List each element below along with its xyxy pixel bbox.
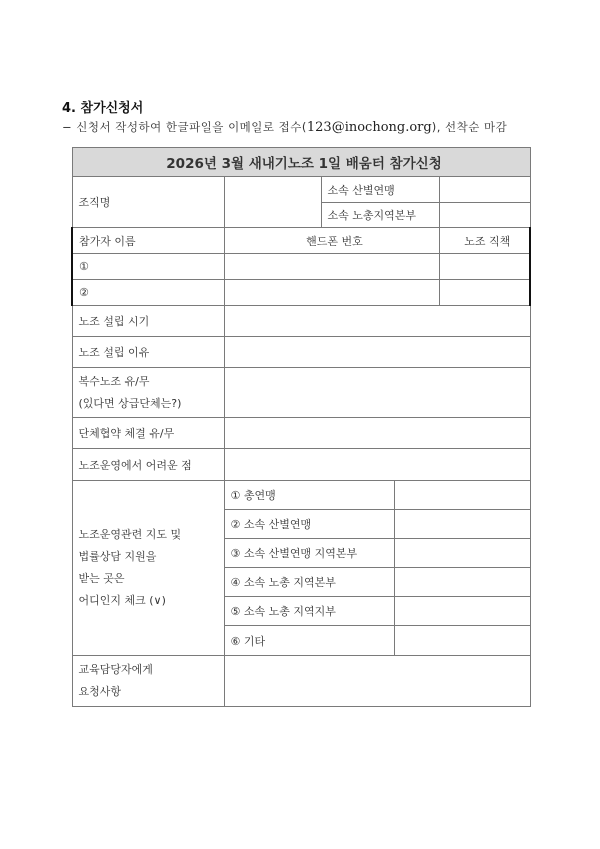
support-option-5-check[interactable]	[394, 597, 530, 626]
participant-marker: ①	[79, 260, 89, 273]
collective-agreement-label: 단체협약 체결 유/무	[72, 418, 224, 449]
form-title: 2026년 3월 새내기노조 1일 배움터 참가신청	[72, 148, 530, 177]
requests-input[interactable]	[224, 656, 530, 707]
support-option-1-label: ① 총연맹	[224, 481, 394, 510]
label-line: 법률상담 지원을	[78, 550, 157, 563]
support-option-3-check[interactable]	[394, 539, 530, 568]
label-line: 받는 곳은	[78, 572, 125, 585]
phone-number-header: 핸드폰 번호	[224, 228, 439, 254]
org-name-input[interactable]	[224, 177, 321, 228]
participant-2-position-input[interactable]	[439, 280, 530, 306]
difficulties-input[interactable]	[224, 449, 530, 481]
label-line: (있다면 상급단체는?)	[78, 396, 182, 410]
support-option-6-label: ⑥ 기타	[224, 626, 394, 656]
notice-email: 123@inochong.org	[306, 120, 432, 135]
label-line: 복수노조 유/무	[78, 374, 150, 388]
founding-date-label: 노조 설립 시기	[72, 306, 224, 337]
section-title: 4. 참가신청서	[62, 101, 144, 116]
support-option-5-label: ⑤ 소속 노총 지역지부	[224, 597, 394, 626]
support-option-4-check[interactable]	[394, 568, 530, 597]
application-form-table	[71, 147, 531, 707]
notice-prefix: − 신청서 작성하여 한글파일을 이메일로 접수(	[62, 120, 307, 134]
union-position-header: 노조 직책	[439, 228, 530, 254]
affiliation-industrial-label: 소속 산별연맹	[321, 177, 439, 203]
founding-reason-label: 노조 설립 이유	[72, 337, 224, 368]
support-option-6-check[interactable]	[394, 626, 530, 656]
participant-name-header: 참가자 이름	[72, 228, 224, 254]
participant-1-phone-input[interactable]	[224, 254, 439, 280]
support-option-1-check[interactable]	[394, 481, 530, 510]
label-line: 노조운영관련 지도 및	[78, 528, 182, 541]
collective-agreement-input[interactable]	[224, 418, 530, 449]
affiliation-industrial-input[interactable]	[439, 177, 530, 203]
label-line: 요청사항	[78, 685, 122, 698]
label-line: 어디인지 체크 (∨)	[78, 594, 166, 607]
multiple-unions-input[interactable]	[224, 368, 530, 418]
notice-suffix: ), 선착순 마감	[431, 120, 508, 134]
support-source-label	[72, 481, 224, 656]
support-option-2-check[interactable]	[394, 510, 530, 539]
difficulties-label: 노조운영에서 어려운 점	[72, 449, 224, 481]
submission-notice	[62, 119, 507, 135]
participant-2-phone-input[interactable]	[224, 280, 439, 306]
support-option-4-label: ④ 소속 노총 지역본부	[224, 568, 394, 597]
requests-label	[72, 656, 224, 707]
participant-1-position-input[interactable]	[439, 254, 530, 280]
participant-marker: ②	[79, 286, 89, 299]
org-name-label: 조직명	[72, 177, 224, 228]
participant-1-name-input[interactable]	[72, 254, 224, 280]
participant-2-name-input[interactable]	[72, 280, 224, 306]
affiliation-regional-input[interactable]	[439, 203, 530, 228]
affiliation-regional-label: 소속 노총지역본부	[321, 203, 439, 228]
founding-reason-input[interactable]	[224, 337, 530, 368]
founding-date-input[interactable]	[224, 306, 530, 337]
support-option-2-label: ② 소속 산별연맹	[224, 510, 394, 539]
multiple-unions-label	[72, 368, 224, 418]
support-option-3-label: ③ 소속 산별연맹 지역본부	[224, 539, 394, 568]
label-line: 교육담당자에게	[78, 663, 153, 676]
